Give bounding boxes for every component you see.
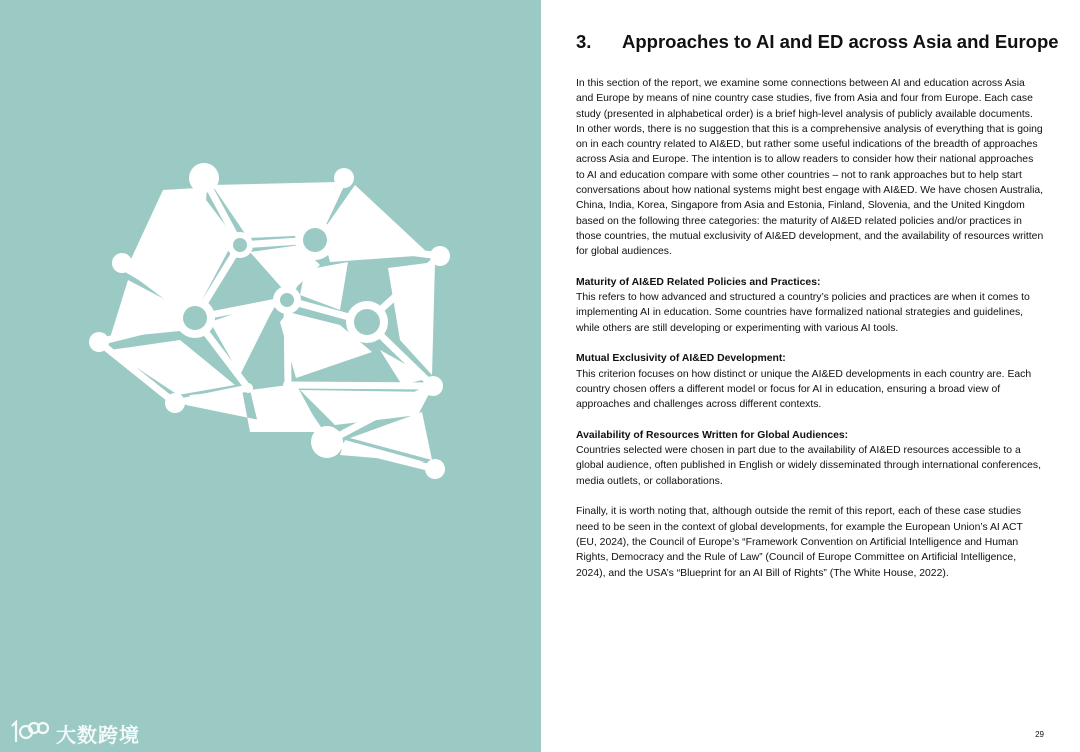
body-text (576, 76, 1044, 596)
watermark-logo-icon (8, 718, 50, 748)
criterion-heading: Mutual Exclusivity of AI&ED Development: (576, 353, 786, 365)
page-number: 29 (1035, 730, 1044, 739)
section-number: 3. (576, 31, 592, 52)
watermark (8, 716, 140, 750)
criterion-mutual-exclusivity (576, 351, 1044, 412)
section-title: Approaches to AI and ED across Asia and Europe (622, 31, 1059, 52)
criterion-text: Countries selected were chosen in part due to the availability of AI&ED resources accessible to a global audience, often published in English or widely disseminated through international conferences, media outlets, or collaborations. (576, 445, 1041, 487)
criterion-heading: Maturity of AI&ED Related Policies and Practices: (576, 276, 821, 288)
criterion-resources (576, 428, 1044, 489)
criterion-heading: Availability of Resources Written for Global Audiences: (576, 429, 849, 441)
closing-paragraph: Finally, it is worth noting that, although outside the remit of this report, each of these case studies need to be seen in the context of global developments, for example the European Union’s AI ACT (EU, 2024), the Council of Europe’s “Framework Convention on Artificial Intelligence and Human Rights, Democracy and the Rule of Law” (Council of Europe Committee on Artificial Intelligence, 2024), and the USA’s “Blueprint for an AI Bill of Rights” (The White House, 2022). (576, 506, 1023, 579)
criterion-text: This criterion focuses on how distinct or unique the AI&ED developments in each country are. Each country chosen offers a different model or focus for AI in education, ensuring a broad view of approaches and challenges across different contexts. (576, 368, 1032, 411)
text-page (541, 0, 1080, 752)
criterion-maturity (576, 275, 1044, 336)
section-heading (576, 31, 1059, 53)
watermark-text: 大数跨境 (56, 722, 140, 747)
intro-paragraph: In this section of the report, we examine some connections between AI and education across Asia and Europe by means of nine country case studies, five from Asia and four from Europe. Each case study (presented in alphabetical order) is a brief high-level analysis of publicly available documents. In other words, there is no suggestion that this is a comprehensive analysis of everything that is going on in each country related to AI&ED, but rather some useful indications of the breadth of approaches across Asia and Europe. The intention is to allow readers to consider how their national approaches to AI and education compare with some other countries – not to rank approaches but to help start conversations about how national systems might best engage with AI&ED. We have chosen Australia, China, India, Korea, Singapore from Asia and Estonia, Finland, Slovenia, and the United Kingdom based on the following three categories: the maturity of AI&ED related policies and/or practices in those countries, the mutual exclusivity of AI&ED development, and the availability of resources written for global audiences. (576, 78, 1044, 258)
criterion-text: This refers to how advanced and structured a country’s policies and practices are when it comes to implementing AI in education. Some countries have formalized national strategies and guidelines, while others are still developing or experimenting with various AI tools. (576, 292, 1030, 334)
